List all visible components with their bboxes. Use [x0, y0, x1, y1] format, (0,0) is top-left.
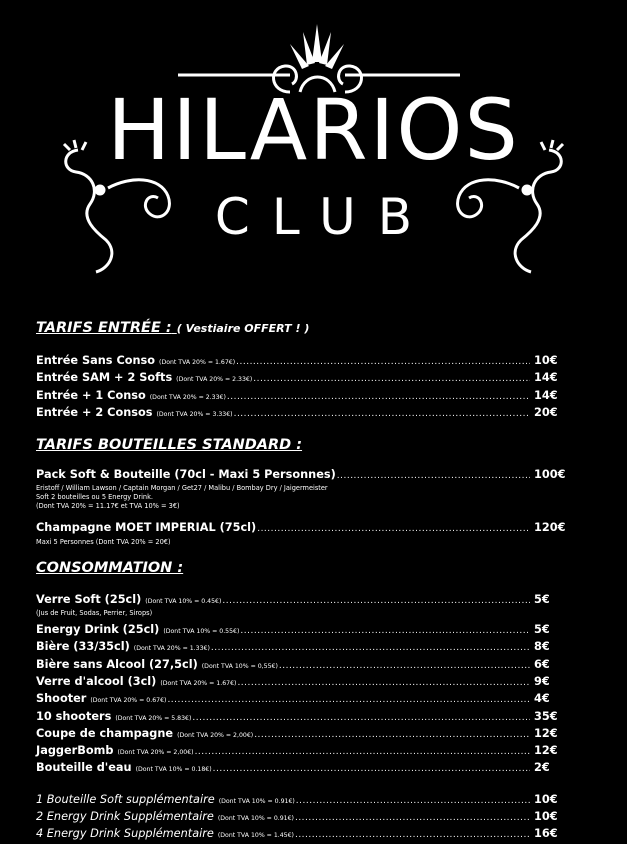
list-item: 1 Bouteille Soft supplémentaire (Dont TVA 10% = 0.91€) ..... 10€	[36, 792, 566, 809]
list-item: Pack Soft & Bouteille (70cl - Maxi 5 Personnes) ..... 100€	[36, 467, 566, 484]
pack-detail: (Dont TVA 20% = 11.17€ et TVA 10% = 3€)	[36, 501, 180, 510]
champagne-detail: Maxi 5 Personnes (Dont TVA 20% = 20€)	[36, 537, 171, 546]
list-item: 2 Energy Drink Supplémentaire (Dont TVA 10% = 0.91€) ..... 10€	[36, 809, 566, 826]
brand-name: HILARIOS	[107, 81, 520, 179]
brand-sub: CLUB	[214, 188, 435, 246]
list-item: Verre d'alcool (3cl) (Dont TVA 20% = 1.67€) ..... 9€	[36, 674, 566, 691]
list-item: Bière (33/35cl) (Dont TVA 20% = 1.33€) ..... 8€	[36, 639, 566, 656]
verre-soft-detail: (Jus de Fruit, Sodas, Perrier, Sirops)	[36, 609, 153, 618]
list-item: Coupe de champagne (Dont TVA 20% = 2,00€) ..... 12€	[36, 726, 566, 743]
list-item: Entrée SAM + 2 Softs (Dont TVA 20% = 2.33€) ..... 14€	[36, 370, 566, 387]
price-list	[36, 318, 566, 844]
list-item: Bouteille d'eau (Dont TVA 10% = 0.18€) ..... 2€	[36, 760, 566, 777]
list-item: Entrée + 2 Consos (Dont TVA 20% = 3.33€) ..... 20€	[36, 405, 566, 422]
list-item: Verre Soft (25cl) (Dont TVA 10% = 0.45€) ..... 5€	[36, 592, 566, 609]
section-title-entree: TARIFS ENTRÉE : ( Vestiaire OFFERT ! )	[36, 318, 566, 339]
pack-detail: Soft 2 bouteilles ou 5 Energy Drink.	[36, 493, 154, 502]
list-item: Champagne MOET IMPERIAL (75cl) ..... 120€	[36, 520, 566, 537]
list-item: Energy Drink (25cl) (Dont TVA 10% = 0.55€) ..... 5€	[36, 622, 566, 639]
section-title-conso: CONSOMMATION :	[36, 560, 184, 577]
fan-ornament-icon	[290, 24, 344, 69]
list-item: Shooter (Dont TVA 20% = 0.67€) ..... 4€	[36, 691, 566, 708]
list-item: 4 Energy Drink Supplémentaire (Dont TVA 10% = 1.45€) ..... 16€	[36, 826, 566, 843]
section-title-bouteilles: TARIFS BOUTEILLES STANDARD :	[36, 437, 303, 454]
section-subtitle-entree: ( Vestiaire OFFERT ! )	[176, 322, 310, 335]
list-item: Entrée Sans Conso (Dont TVA 20% = 1.67€) ..... 10€	[36, 353, 566, 370]
pack-detail: Eristoff / William Lawson / Captain Morgan / Get27 / Malibu / Bombay Dry / Jaigermeister	[36, 484, 328, 493]
list-item: Entrée + 1 Conso (Dont TVA 20% = 2.33€) ..... 14€	[36, 388, 566, 405]
list-item: JaggerBomb (Dont TVA 20% = 2,00€) ..... 12€	[36, 743, 566, 760]
list-item: 10 shooters (Dont TVA 20% = 5.83€) ..... 35€	[36, 709, 566, 726]
list-item: Bière sans Alcool (27,5cl) (Dont TVA 10% = 0,55€) ..... 6€	[36, 657, 566, 674]
